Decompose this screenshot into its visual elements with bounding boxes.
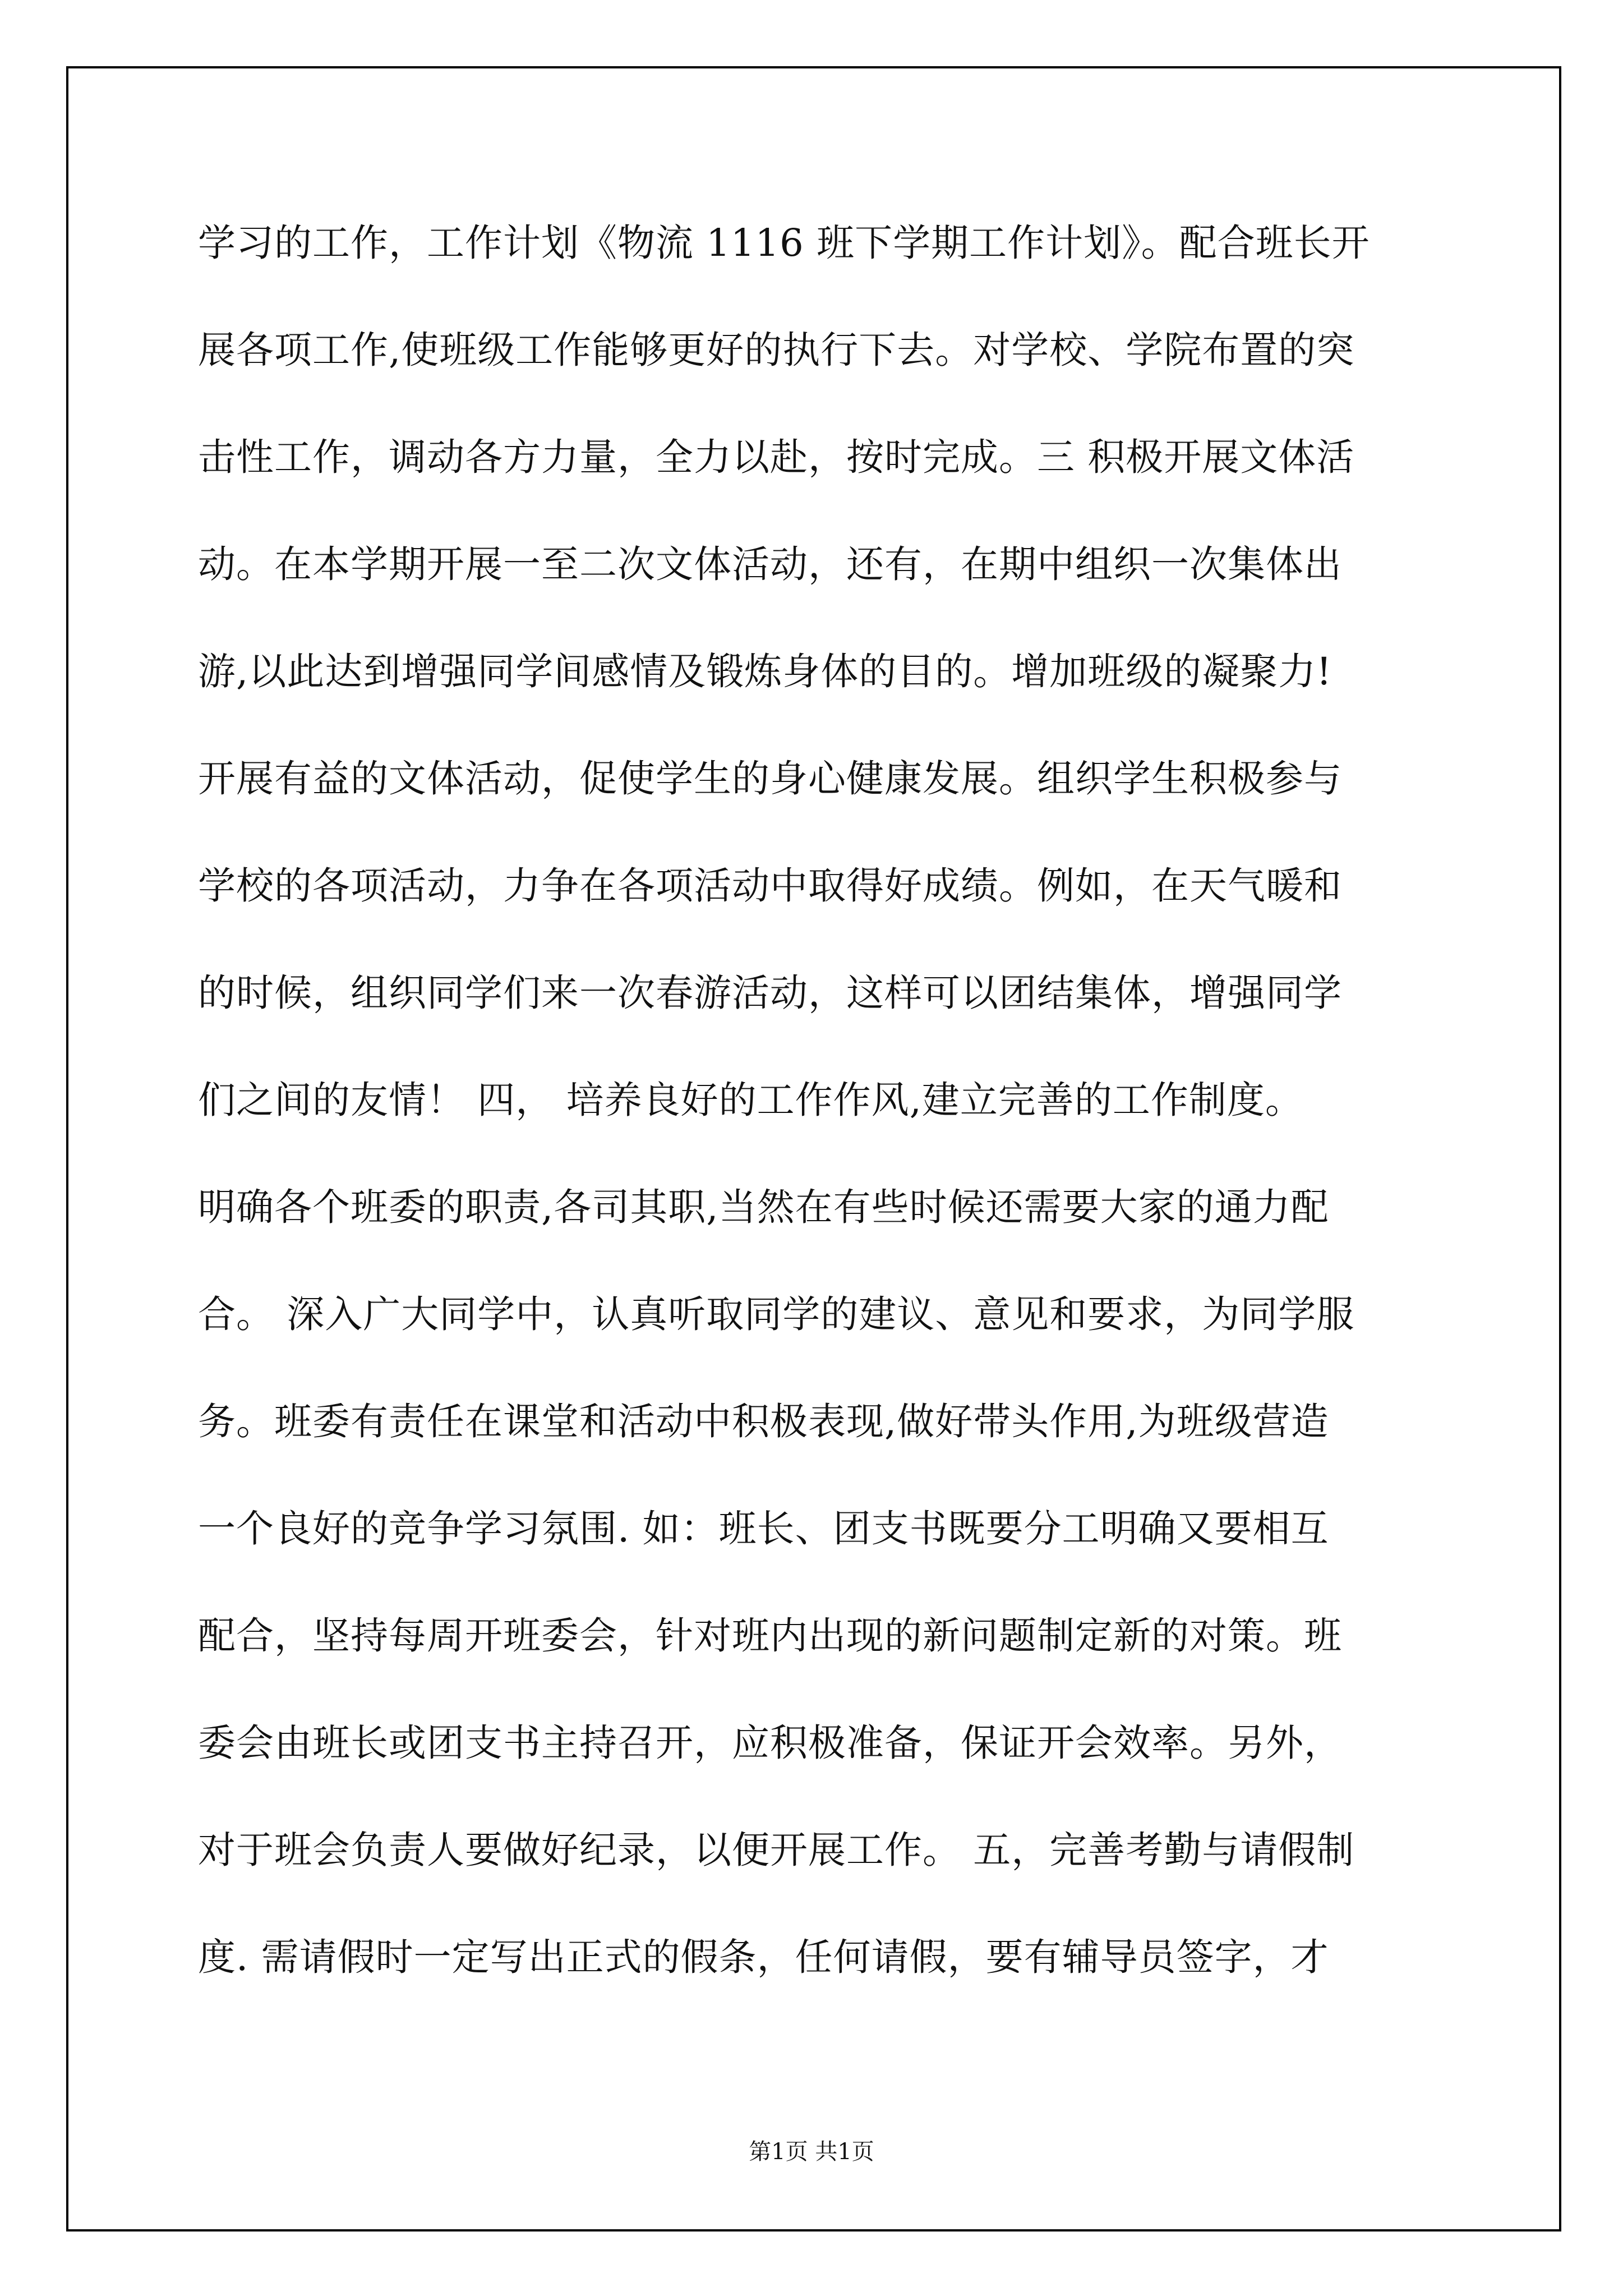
text-line-15: 委会由班长或团支书主持召开，应积极准备，保证开会效率。另外，: [198, 1721, 1342, 1765]
text-line-8: 的时候，组织同学们来一次春游活动，这样可以团结集体，增强同学: [198, 971, 1342, 1015]
document-body: [198, 216, 1465, 2037]
text-line-13: 一个良好的竞争学习氛围. 如：班长、团支书既要分工明确又要相互: [198, 1507, 1329, 1550]
text-line-6: 开展有益的文体活动，促使学生的身心健康发展。组织学生积极参与: [198, 757, 1342, 800]
text-line-16: 对于班会负责人要做好纪录，以便开展工作。 五，完善考勤与请假制: [198, 1828, 1355, 1872]
page-footer: 第1页 共1页: [749, 2139, 874, 2165]
text-line-5: 游,以此达到增强同学间感情及锻炼身体的目的。增加班级的凝聚力!: [198, 650, 1332, 693]
text-line-17: 度. 需请假时一定写出正式的假条，任何请假，要有辅导员签字，才: [198, 1935, 1329, 1979]
text-line-14: 配合，坚持每周开班委会，针对班内出现的新问题制定新的对策。班: [198, 1614, 1342, 1658]
text-line-12: 务。班委有责任在课堂和活动中积极表现,做好带头作用,为班级营造: [198, 1400, 1329, 1443]
text-line-11: 合。 深入广大同学中，认真听取同学的建议、意见和要求，为同学服: [198, 1292, 1355, 1336]
text-line-3: 击性工作，调动各方力量，全力以赴，按时完成。三 积极开展文体活: [198, 435, 1355, 479]
text-line-7: 学校的各项活动，力争在各项活动中取得好成绩。例如，在天气暖和: [198, 864, 1342, 908]
text-line-9: 们之间的友情！ 四， 培养良好的工作作风,建立完善的工作制度。: [198, 1078, 1303, 1122]
text-line-1: 学习的工作，工作计划《物流 1116 班下学期工作计划》。配合班长开: [198, 221, 1370, 265]
text-line-2: 展各项工作,使班级工作能够更好的执行下去。对学校、学院布置的突: [198, 328, 1355, 372]
text-line-10: 明确各个班委的职责,各司其职,当然在有些时候还需要大家的通力配: [198, 1185, 1329, 1229]
text-line-4: 动。在本学期开展一至二次文体活动，还有，在期中组织一次集体出: [198, 542, 1342, 586]
